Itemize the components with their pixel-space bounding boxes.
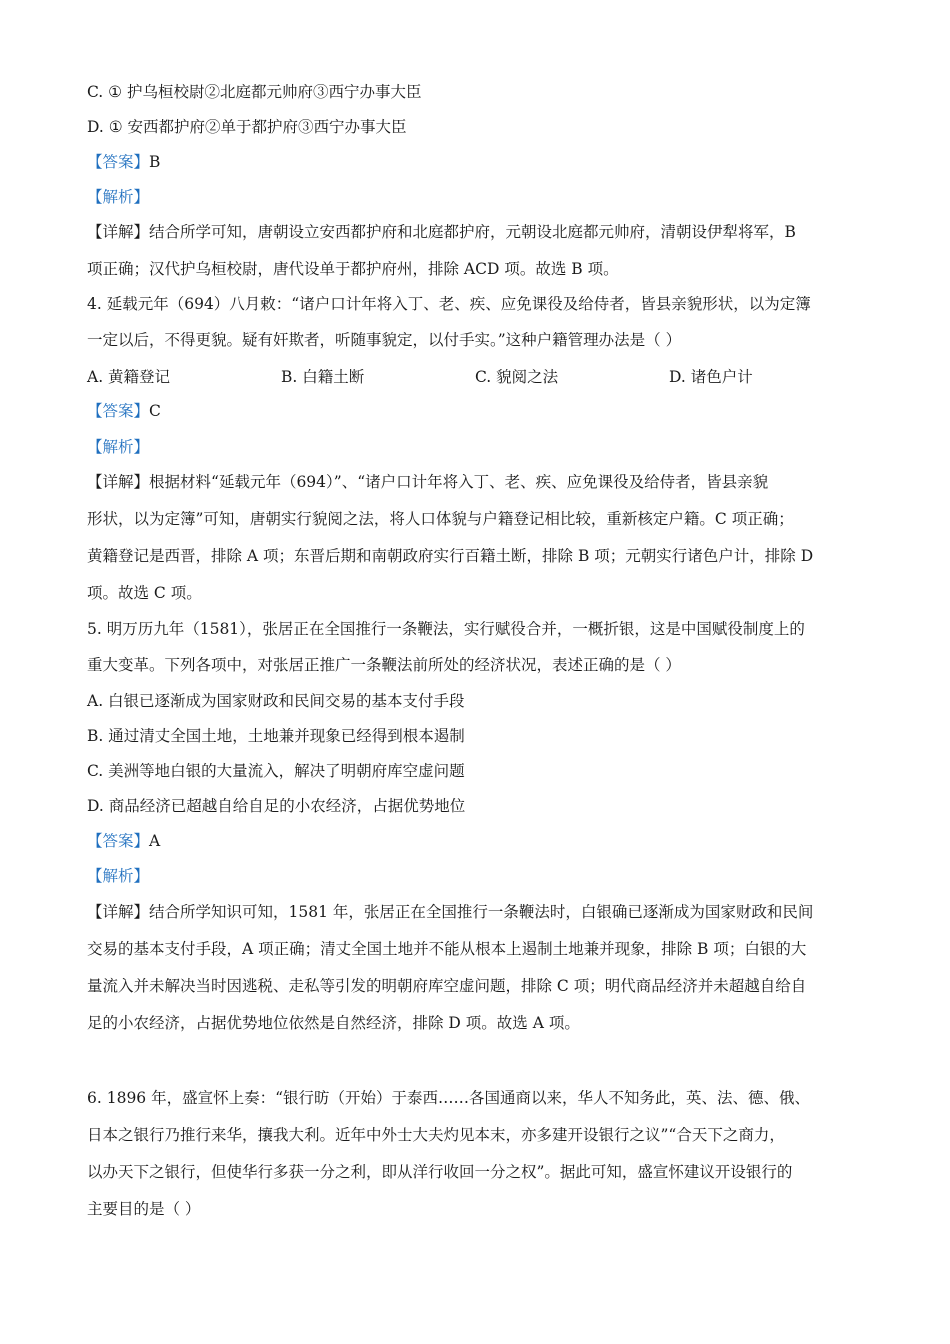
q3-detail-text-1: 结合所学可知，唐朝设立安西都护府和北庭都护府，元朝设北庭都元帅府，清朝设伊犁将军，B bbox=[149, 223, 796, 241]
q5-stem-line-1: 5. 明万历九年（1581），张居正在全国推行一条鞭法，实行赋役合并，一概折银，这是中国赋役制度上的 bbox=[87, 620, 805, 638]
q5-option-a: A. 白银已逐渐成为国家财政和民间交易的基本支付手段 bbox=[87, 692, 465, 710]
answer-label: 【答案】 bbox=[87, 832, 150, 850]
q4-detail-line-2: 形状，以为定簿”可知，唐朝实行貌阅之法，将人口体貌与户籍登记相比较，重新核定户籍。C 项正确； bbox=[87, 510, 794, 528]
q3-analysis-label: 【解析】 bbox=[87, 188, 150, 206]
detail-label: 【详解】 bbox=[87, 903, 150, 921]
q3-detail-line-1 bbox=[87, 222, 867, 242]
q4-options bbox=[87, 367, 867, 387]
q3-option-c: C. ① 护乌桓校尉②北庭都元帅府③西宁办事大臣 bbox=[87, 83, 422, 101]
q4-detail-line-1 bbox=[87, 472, 867, 492]
q5-option-d: D. 商品经济已超越自给自足的小农经济，占据优势地位 bbox=[87, 797, 466, 815]
q5-detail-text-1: 结合所学知识可知，1581 年，张居正在全国推行一条鞭法时，白银确已逐渐成为国家财政和民间 bbox=[149, 903, 814, 921]
q3-option-d: D. ① 安西都护府②单于都护府③西宁办事大臣 bbox=[87, 118, 407, 136]
q3-answer: B bbox=[149, 153, 161, 171]
q5-detail-line-4: 足的小农经济，占据优势地位依然是自然经济，排除 D 项。故选 A 项。 bbox=[87, 1014, 580, 1032]
detail-label: 【详解】 bbox=[87, 473, 150, 491]
q5-option-b: B. 通过清丈全国土地，土地兼并现象已经得到根本遏制 bbox=[87, 727, 465, 745]
q4-stem-line-1: 4. 延载元年（694）八月敕：“诸户口计年将入丁、老、疾、应免课役及给侍者，皆县亲貌形状，以为定簿 bbox=[87, 295, 811, 313]
q5-detail-line-3: 量流入并未解决当时因逃税、走私等引发的明朝府库空虚问题，排除 C 项；明代商品经济并未超越自给自 bbox=[87, 977, 807, 995]
detail-label: 【详解】 bbox=[87, 223, 150, 241]
q4-answer: C bbox=[149, 402, 161, 420]
q5-option-c: C. 美洲等地白银的大量流入，解决了明朝府库空虚问题 bbox=[87, 762, 465, 780]
q6-stem-line-4: 主要目的是（ ） bbox=[87, 1200, 201, 1218]
answer-label: 【答案】 bbox=[87, 153, 150, 171]
q5-answer-line bbox=[87, 831, 867, 851]
q4-option-a: A. 黄籍登记 bbox=[87, 368, 171, 386]
q4-stem-line-2: 一定以后，不得更貌。疑有奸欺者，听随事貌定，以付手实。”这种户籍管理办法是（ ） bbox=[87, 331, 682, 349]
q4-option-c: C. 貌阅之法 bbox=[475, 368, 559, 386]
q4-option-b: B. 白籍土断 bbox=[281, 368, 365, 386]
q5-detail-line-1 bbox=[87, 902, 867, 922]
q6-stem-line-1: 6. 1896 年，盛宣怀上奏：“银行昉（开始）于泰西……各国通商以来，华人不知务此，英、法、德、俄、 bbox=[87, 1089, 811, 1107]
q5-answer: A bbox=[149, 832, 161, 850]
q4-answer-line bbox=[87, 401, 867, 421]
q3-answer-line bbox=[87, 152, 867, 172]
q3-detail-line-2: 项正确；汉代护乌桓校尉，唐代设单于都护府州，排除 ACD 项。故选 B 项。 bbox=[87, 260, 619, 278]
q5-detail-line-2: 交易的基本支付手段，A 项正确；清丈全国土地并不能从根本上遏制土地兼并现象，排除 B 项；白银的大 bbox=[87, 940, 807, 958]
q4-detail-line-4: 项。故选 C 项。 bbox=[87, 584, 202, 602]
q6-stem-line-2: 日本之银行乃推行来华，攘我大利。近年中外士大夫灼见本末，亦多建开设银行之议”“合天下之商力， bbox=[87, 1126, 785, 1144]
q4-analysis-label: 【解析】 bbox=[87, 438, 150, 456]
q5-stem-line-2: 重大变革。下列各项中，对张居正推广一条鞭法前所处的经济状况，表述正确的是（ ） bbox=[87, 656, 681, 674]
q4-option-d: D. 诸色户计 bbox=[669, 368, 753, 386]
q5-analysis-label: 【解析】 bbox=[87, 867, 150, 885]
q6-stem-line-3: 以办天下之银行，但使华行多获一分之利，即从洋行收回一分之权”。据此可知，盛宣怀建议开设银行的 bbox=[87, 1163, 793, 1181]
q4-detail-line-3: 黄籍登记是西晋，排除 A 项；东晋后期和南朝政府实行百籍土断，排除 B 项；元朝实行诸色户计，排除 D bbox=[87, 547, 814, 565]
q4-detail-text-1: 根据材料“延载元年（694）”、“诸户口计年将入丁、老、疾、应免课役及给侍者，皆县亲貌 bbox=[149, 473, 769, 491]
answer-label: 【答案】 bbox=[87, 402, 150, 420]
